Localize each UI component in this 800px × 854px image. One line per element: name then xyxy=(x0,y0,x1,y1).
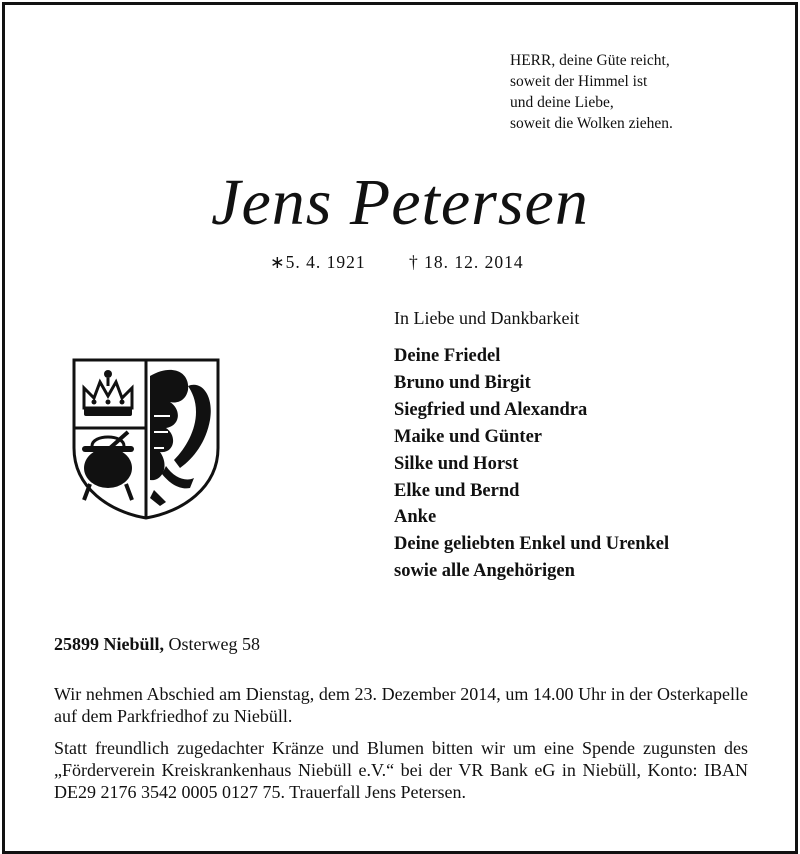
closing-phrase: In Liebe und Dankbarkeit xyxy=(394,308,580,328)
mourner: Maike und Günter xyxy=(394,426,543,447)
mourner: Siegfried und Alexandra xyxy=(394,399,588,420)
verse-line: soweit der Himmel ist xyxy=(510,73,648,90)
mourner: Anke xyxy=(394,507,437,528)
deceased-name: Jens Petersen xyxy=(211,166,589,239)
donation-paragraph: Statt freundlich zugedachter Kränze und Blumen bitten wir um eine Spende zugunsten des „Förderverein Kreiskrankenhaus Niebüll e.V.“ bei der VR Bank eG in Niebüll, Konto: IBAN DE29 2176 3542 0005 0127 75. Trauerfall Jens Petersen. xyxy=(54,738,748,802)
mourner: Elke und Bernd xyxy=(394,480,520,501)
mourner: Deine Friedel xyxy=(394,346,501,366)
mourner: Bruno und Birgit xyxy=(394,372,531,393)
mourner: Silke und Horst xyxy=(394,453,519,474)
verse-line: und deine Liebe, xyxy=(510,94,614,111)
bible-verse xyxy=(510,50,673,134)
birth-date: ∗5. 4. 1921 xyxy=(270,252,366,272)
coat-of-arms-icon xyxy=(70,356,222,520)
mourners-list xyxy=(394,343,669,585)
farewell-paragraph: Wir nehmen Abschied am Dienstag, dem 23. Dezember 2014, um 14.00 Uhr in der Osterkapelle auf dem Parkfriedhof zu Niebüll. xyxy=(54,684,748,726)
verse-line: soweit die Wolken ziehen. xyxy=(510,115,673,132)
life-dates xyxy=(270,252,524,273)
death-date: † 18. 12. 2014 xyxy=(409,252,524,272)
mourner: sowie alle Angehörigen xyxy=(394,561,575,582)
verse-line: HERR, deine Güte reicht, xyxy=(510,52,670,69)
mourner: Deine geliebten Enkel und Urenkel xyxy=(394,534,670,555)
address xyxy=(54,634,260,655)
address-street: Osterweg 58 xyxy=(168,634,260,654)
address-city: 25899 Niebüll, xyxy=(54,634,165,654)
